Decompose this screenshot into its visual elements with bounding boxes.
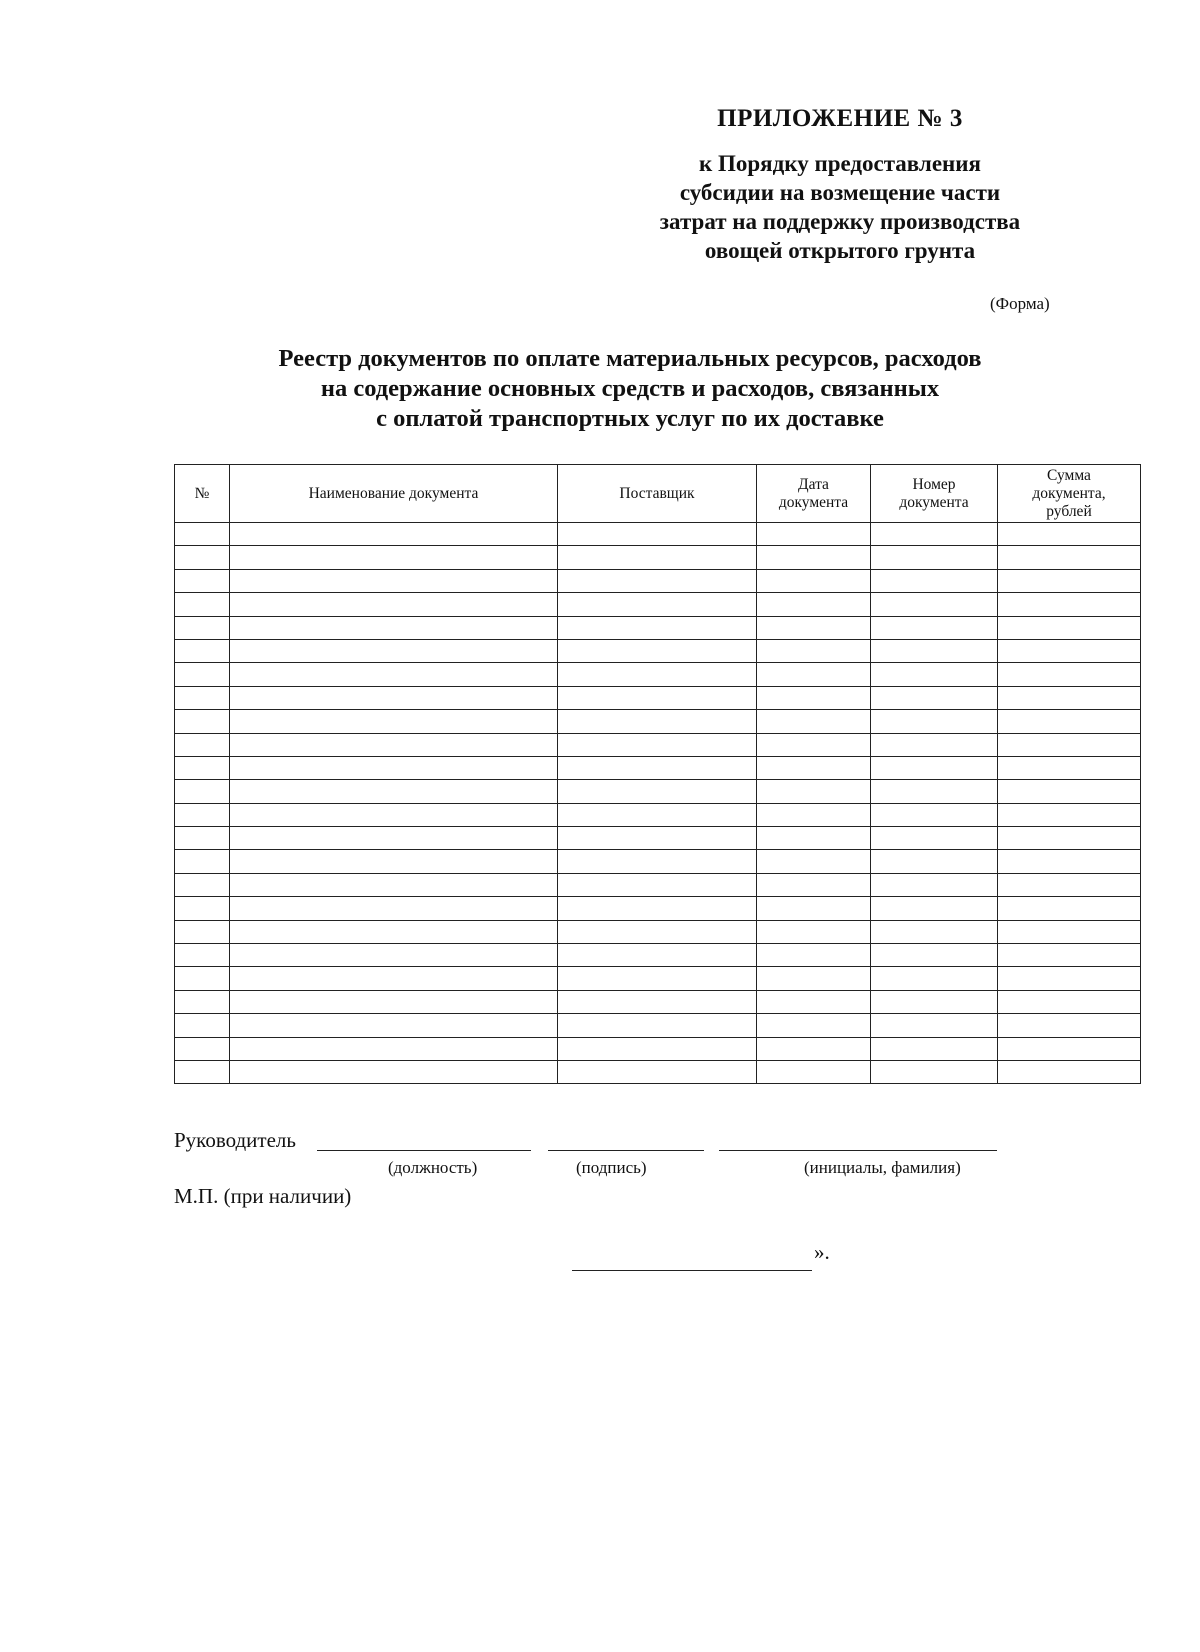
- header-text: Сумма документа, рублей: [1032, 466, 1106, 520]
- table-row: [175, 1060, 1141, 1083]
- table-cell[interactable]: [871, 569, 998, 592]
- table-cell[interactable]: [230, 733, 558, 756]
- table-row: [175, 873, 1141, 896]
- table-cell[interactable]: [175, 850, 230, 873]
- table-cell[interactable]: [175, 546, 230, 569]
- table-cell[interactable]: [871, 710, 998, 733]
- table-cell[interactable]: [757, 897, 871, 920]
- table-row: [175, 523, 1141, 546]
- table-cell[interactable]: [871, 1014, 998, 1037]
- head-label: Руководитель: [174, 1128, 296, 1152]
- table-cell[interactable]: [757, 803, 871, 826]
- appendix-line: затрат на поддержку производства: [659, 209, 1021, 234]
- table-cell[interactable]: [998, 850, 1141, 873]
- table-cell[interactable]: [558, 523, 757, 546]
- header-text: Номер документа: [899, 475, 969, 511]
- header-text: Дата документа: [778, 475, 849, 511]
- table-row: [175, 803, 1141, 826]
- table-row: [175, 616, 1141, 639]
- table-cell[interactable]: [175, 686, 230, 709]
- table-cell[interactable]: [871, 523, 998, 546]
- table-cell[interactable]: [230, 616, 558, 639]
- table-cell[interactable]: [871, 686, 998, 709]
- appendix-line: к Порядку предоставления: [699, 151, 981, 176]
- table-cell[interactable]: [871, 733, 998, 756]
- seal-label: М.П. (при наличии): [174, 1184, 352, 1208]
- document-title-line: Реестр документов по оплате материальных ресурсов, расходов: [278, 345, 982, 372]
- table-cell[interactable]: [871, 616, 998, 639]
- table-cell[interactable]: [175, 593, 230, 616]
- table-cell[interactable]: [998, 546, 1141, 569]
- table-cell[interactable]: [871, 780, 998, 803]
- table-cell[interactable]: [998, 897, 1141, 920]
- table-cell[interactable]: [558, 780, 757, 803]
- appendix-title: ПРИЛОЖЕНИЕ № 3: [717, 105, 963, 132]
- table-cell[interactable]: [558, 920, 757, 943]
- table-cell[interactable]: [175, 1037, 230, 1060]
- table-cell[interactable]: [998, 967, 1141, 990]
- table-cell[interactable]: [757, 710, 871, 733]
- table-body: [175, 523, 1141, 1084]
- table-cell[interactable]: [998, 1037, 1141, 1060]
- table-cell[interactable]: [998, 920, 1141, 943]
- table-cell[interactable]: [871, 990, 998, 1013]
- table-cell[interactable]: [998, 733, 1141, 756]
- table-cell[interactable]: [871, 944, 998, 967]
- table-cell[interactable]: [558, 756, 757, 779]
- table-cell[interactable]: [757, 873, 871, 896]
- table-cell[interactable]: [558, 967, 757, 990]
- document-title-line: на содержание основных средств и расходов, связанных: [320, 375, 940, 402]
- table-cell[interactable]: [175, 920, 230, 943]
- table-cell[interactable]: [230, 990, 558, 1013]
- table-cell[interactable]: [998, 593, 1141, 616]
- table-cell[interactable]: [230, 1060, 558, 1083]
- table-cell[interactable]: [871, 873, 998, 896]
- header-text: Наименование документа: [308, 484, 479, 502]
- table-cell[interactable]: [757, 920, 871, 943]
- table-row: [175, 593, 1141, 616]
- table-row: [175, 780, 1141, 803]
- table-cell[interactable]: [175, 733, 230, 756]
- signature-field-line[interactable]: [548, 1150, 704, 1151]
- column-header-document-number: [871, 465, 998, 523]
- registry-table: [174, 464, 1141, 1084]
- table-cell[interactable]: [175, 569, 230, 592]
- initials-caption: (инициалы, фамилия): [804, 1158, 961, 1177]
- table-cell[interactable]: [558, 1014, 757, 1037]
- table-cell[interactable]: [175, 967, 230, 990]
- table-cell[interactable]: [998, 756, 1141, 779]
- document-title-line: с оплатой транспортных услуг по их доставке: [376, 405, 884, 432]
- table-cell[interactable]: [998, 639, 1141, 662]
- table-cell[interactable]: [230, 850, 558, 873]
- table-cell[interactable]: [998, 827, 1141, 850]
- column-header-document-name: [230, 465, 558, 523]
- table-cell[interactable]: [175, 780, 230, 803]
- table-cell[interactable]: [558, 639, 757, 662]
- table-cell[interactable]: [558, 686, 757, 709]
- appendix-line: овощей открытого грунта: [704, 238, 976, 263]
- table-cell[interactable]: [757, 756, 871, 779]
- table-row: [175, 920, 1141, 943]
- table-cell[interactable]: [230, 944, 558, 967]
- table-cell[interactable]: [757, 639, 871, 662]
- table-cell[interactable]: [558, 990, 757, 1013]
- table-cell[interactable]: [998, 873, 1141, 896]
- table-cell[interactable]: [175, 827, 230, 850]
- table-cell[interactable]: [558, 593, 757, 616]
- table-cell[interactable]: [998, 780, 1141, 803]
- table-cell[interactable]: [175, 873, 230, 896]
- table-cell[interactable]: [175, 710, 230, 733]
- table-cell[interactable]: [230, 897, 558, 920]
- table-cell[interactable]: [757, 990, 871, 1013]
- table-cell[interactable]: [230, 523, 558, 546]
- table-cell[interactable]: [998, 569, 1141, 592]
- table-cell[interactable]: [871, 803, 998, 826]
- form-label: (Форма): [990, 294, 1050, 313]
- table-cell[interactable]: [871, 663, 998, 686]
- table-cell[interactable]: [558, 803, 757, 826]
- table-cell[interactable]: [558, 616, 757, 639]
- date-closing-quote: ».: [814, 1240, 830, 1264]
- table-cell[interactable]: [175, 616, 230, 639]
- table-cell[interactable]: [175, 756, 230, 779]
- table-cell[interactable]: [998, 523, 1141, 546]
- table-cell[interactable]: [558, 850, 757, 873]
- table-row: [175, 546, 1141, 569]
- table-cell[interactable]: [998, 803, 1141, 826]
- table-row: [175, 967, 1141, 990]
- table-cell[interactable]: [230, 710, 558, 733]
- table-cell[interactable]: [230, 686, 558, 709]
- table-cell[interactable]: [871, 827, 998, 850]
- head-signature-row: [174, 1128, 1074, 1177]
- table-row: [175, 710, 1141, 733]
- table-cell[interactable]: [175, 803, 230, 826]
- table-cell[interactable]: [558, 569, 757, 592]
- table-cell[interactable]: [998, 990, 1141, 1013]
- header-text: Поставщик: [619, 484, 695, 502]
- table-cell[interactable]: [558, 1037, 757, 1060]
- table-cell[interactable]: [757, 686, 871, 709]
- table-cell[interactable]: [757, 1060, 871, 1083]
- table-cell[interactable]: [558, 546, 757, 569]
- table-cell[interactable]: [871, 850, 998, 873]
- appendix-block: [600, 105, 1080, 265]
- table-cell[interactable]: [558, 897, 757, 920]
- table-cell[interactable]: [230, 756, 558, 779]
- table-row: [175, 663, 1141, 686]
- header-text: №: [194, 484, 210, 502]
- table-cell[interactable]: [230, 546, 558, 569]
- table-cell[interactable]: [757, 663, 871, 686]
- table-cell[interactable]: [871, 593, 998, 616]
- table-cell[interactable]: [871, 1060, 998, 1083]
- table-cell[interactable]: [998, 1060, 1141, 1083]
- table-cell[interactable]: [558, 663, 757, 686]
- table-cell[interactable]: [757, 850, 871, 873]
- position-field-line[interactable]: [317, 1150, 531, 1151]
- table-cell[interactable]: [871, 920, 998, 943]
- table-header-row: [175, 465, 1141, 523]
- table-row: [175, 944, 1141, 967]
- table-row: [175, 897, 1141, 920]
- table-cell[interactable]: [230, 920, 558, 943]
- table-cell[interactable]: [998, 710, 1141, 733]
- table-cell[interactable]: [175, 944, 230, 967]
- table-cell[interactable]: [230, 593, 558, 616]
- table-row: [175, 1037, 1141, 1060]
- table-cell[interactable]: [175, 1014, 230, 1037]
- table-cell[interactable]: [757, 944, 871, 967]
- table-row: [175, 756, 1141, 779]
- table-cell[interactable]: [871, 639, 998, 662]
- column-header-document-date: [757, 465, 871, 523]
- table-cell[interactable]: [230, 663, 558, 686]
- signature-area: [174, 1128, 1074, 1264]
- table-cell[interactable]: [230, 569, 558, 592]
- table-cell[interactable]: [230, 1014, 558, 1037]
- column-header-supplier: [558, 465, 757, 523]
- table-row: [175, 639, 1141, 662]
- table-cell[interactable]: [230, 967, 558, 990]
- date-field-line[interactable]: [572, 1248, 812, 1271]
- table-cell[interactable]: [230, 803, 558, 826]
- table-cell[interactable]: [757, 827, 871, 850]
- document-title: [170, 344, 1090, 434]
- table-cell[interactable]: [230, 827, 558, 850]
- table-row: [175, 1014, 1141, 1037]
- table-cell[interactable]: [998, 1014, 1141, 1037]
- table-cell[interactable]: [558, 873, 757, 896]
- table-cell[interactable]: [175, 523, 230, 546]
- table-cell[interactable]: [175, 639, 230, 662]
- table-row: [175, 990, 1141, 1013]
- position-caption: (должность): [388, 1158, 478, 1177]
- table-cell[interactable]: [230, 873, 558, 896]
- table-cell[interactable]: [871, 756, 998, 779]
- table-row: [175, 569, 1141, 592]
- table-cell[interactable]: [558, 710, 757, 733]
- table-cell[interactable]: [558, 827, 757, 850]
- table-cell[interactable]: [998, 616, 1141, 639]
- table-cell[interactable]: [998, 663, 1141, 686]
- table-cell[interactable]: [558, 733, 757, 756]
- table-cell[interactable]: [757, 523, 871, 546]
- table-cell[interactable]: [757, 780, 871, 803]
- table-row: [175, 850, 1141, 873]
- initials-field-line[interactable]: [719, 1150, 997, 1151]
- table-cell[interactable]: [230, 639, 558, 662]
- table-cell[interactable]: [871, 967, 998, 990]
- table-cell[interactable]: [871, 897, 998, 920]
- table-cell[interactable]: [871, 1037, 998, 1060]
- table-cell[interactable]: [871, 546, 998, 569]
- table-cell[interactable]: [175, 990, 230, 1013]
- table-cell[interactable]: [175, 1060, 230, 1083]
- table-cell[interactable]: [175, 897, 230, 920]
- table-cell[interactable]: [558, 944, 757, 967]
- table-cell[interactable]: [757, 1014, 871, 1037]
- signature-caption: (подпись): [576, 1158, 647, 1177]
- appendix-line: субсидии на возмещение части: [679, 180, 1001, 205]
- table-row: [175, 827, 1141, 850]
- table-cell[interactable]: [757, 546, 871, 569]
- table-row: [175, 733, 1141, 756]
- table-cell[interactable]: [175, 663, 230, 686]
- column-header-document-sum: [998, 465, 1141, 523]
- table-cell[interactable]: [757, 967, 871, 990]
- column-header-number: [175, 465, 230, 523]
- table-cell[interactable]: [757, 1037, 871, 1060]
- table-cell[interactable]: [230, 780, 558, 803]
- table-cell[interactable]: [558, 1060, 757, 1083]
- table-cell[interactable]: [757, 593, 871, 616]
- table-cell[interactable]: [757, 569, 871, 592]
- table-cell[interactable]: [757, 733, 871, 756]
- table-cell[interactable]: [998, 944, 1141, 967]
- table-cell[interactable]: [998, 686, 1141, 709]
- table-row: [175, 686, 1141, 709]
- table-cell[interactable]: [230, 1037, 558, 1060]
- table-cell[interactable]: [757, 616, 871, 639]
